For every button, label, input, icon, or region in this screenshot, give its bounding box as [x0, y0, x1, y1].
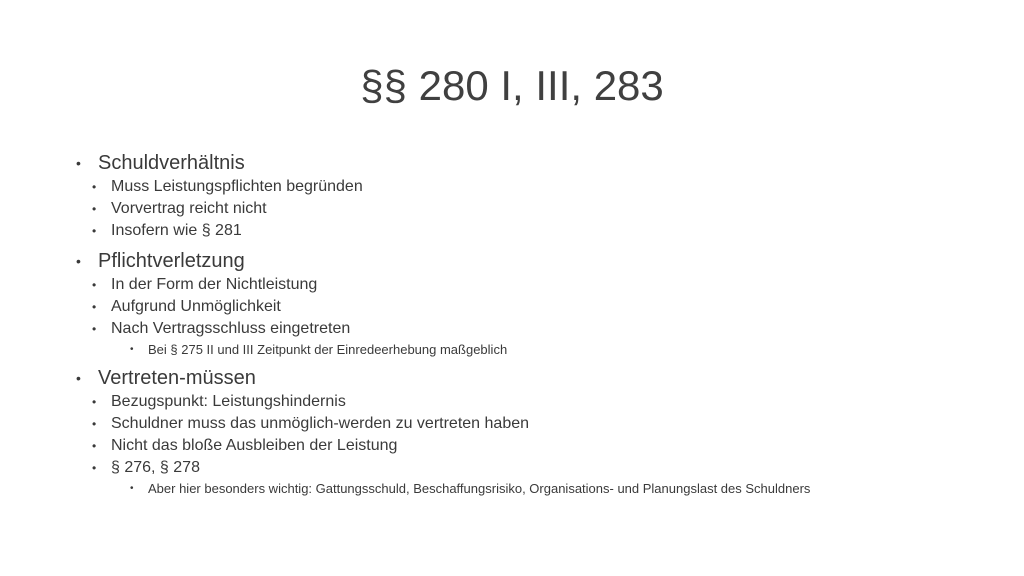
- bullet-icon: •: [92, 300, 97, 314]
- sub-sublist: [128, 340, 954, 359]
- bullet-icon: •: [92, 180, 97, 194]
- list-item-text: Muss Leistungspflichten begründen: [111, 178, 363, 195]
- slide-title: §§ 280 I, III, 283: [360, 62, 664, 109]
- list-item: [90, 198, 954, 220]
- section-heading: Pflichtverletzung: [98, 250, 245, 272]
- bullet-icon: •: [92, 202, 97, 216]
- sub-list-item-text: Aber hier besonders wichtig: Gattungsschuld, Beschaffungsrisiko, Organisations- und Planungslast des Schuldners: [148, 481, 811, 496]
- list-item-text: Vorvertrag reicht nicht: [111, 200, 267, 217]
- bullet-icon: •: [92, 439, 97, 453]
- list-item-text: In der Form der Nichtleistung: [111, 276, 318, 293]
- sub-list-item-text: Bei § 275 II und III Zeitpunkt der Einredeerhebung maßgeblich: [148, 342, 508, 357]
- list-item: [90, 176, 954, 198]
- sublist-container: [74, 274, 954, 359]
- list-item-text: Nicht das bloße Ausbleiben der Leistung: [111, 437, 398, 454]
- list-item: [90, 435, 954, 457]
- bullet-icon: •: [92, 224, 97, 238]
- sublist: [90, 274, 954, 359]
- sublist: [90, 391, 954, 498]
- sub-sublist-container: [90, 479, 954, 498]
- bullet-icon: •: [76, 253, 81, 269]
- list-item: [90, 220, 954, 242]
- slide-content: [74, 150, 954, 504]
- section-schuldverhaeltnis: [74, 150, 954, 176]
- bullet-icon: •: [92, 395, 97, 409]
- bullet-icon: •: [130, 344, 134, 355]
- list-item-text: § 276, § 278: [111, 459, 200, 476]
- sublist-container: [74, 176, 954, 242]
- sublist-container: [74, 391, 954, 498]
- sub-list-item: [128, 340, 878, 359]
- list-item: [90, 413, 954, 435]
- list-item: [90, 318, 954, 340]
- bullet-icon: •: [92, 278, 97, 292]
- section-vertreten-muessen: [74, 365, 954, 391]
- list-item: [90, 391, 954, 413]
- list-item-text: Aufgrund Unmöglichkeit: [111, 298, 281, 315]
- sub-list-item: [128, 479, 878, 498]
- list-item-text: Bezugspunkt: Leistungshindernis: [111, 393, 346, 410]
- list-item-text: Schuldner muss das unmöglich-werden zu vertreten haben: [111, 415, 530, 432]
- sub-sublist-container: [90, 340, 954, 359]
- section-pflichtverletzung: [74, 248, 954, 274]
- list-item: [90, 296, 954, 318]
- list-item-text: Nach Vertragsschluss eingetreten: [111, 320, 351, 337]
- list-item: [90, 274, 954, 296]
- section-heading: Schuldverhältnis: [98, 152, 245, 174]
- list-item: [90, 457, 954, 479]
- section-heading: Vertreten-müssen: [98, 367, 256, 389]
- bullet-icon: •: [92, 417, 97, 431]
- bullet-icon: •: [76, 155, 81, 171]
- sublist: [90, 176, 954, 242]
- bullet-icon: •: [92, 322, 97, 336]
- list-item-text: Insofern wie § 281: [111, 222, 242, 239]
- bullet-icon: •: [92, 461, 97, 475]
- sub-sublist: [128, 479, 954, 498]
- bullet-icon: •: [130, 483, 134, 494]
- bullet-icon: •: [76, 370, 81, 386]
- bullet-list: [74, 150, 954, 498]
